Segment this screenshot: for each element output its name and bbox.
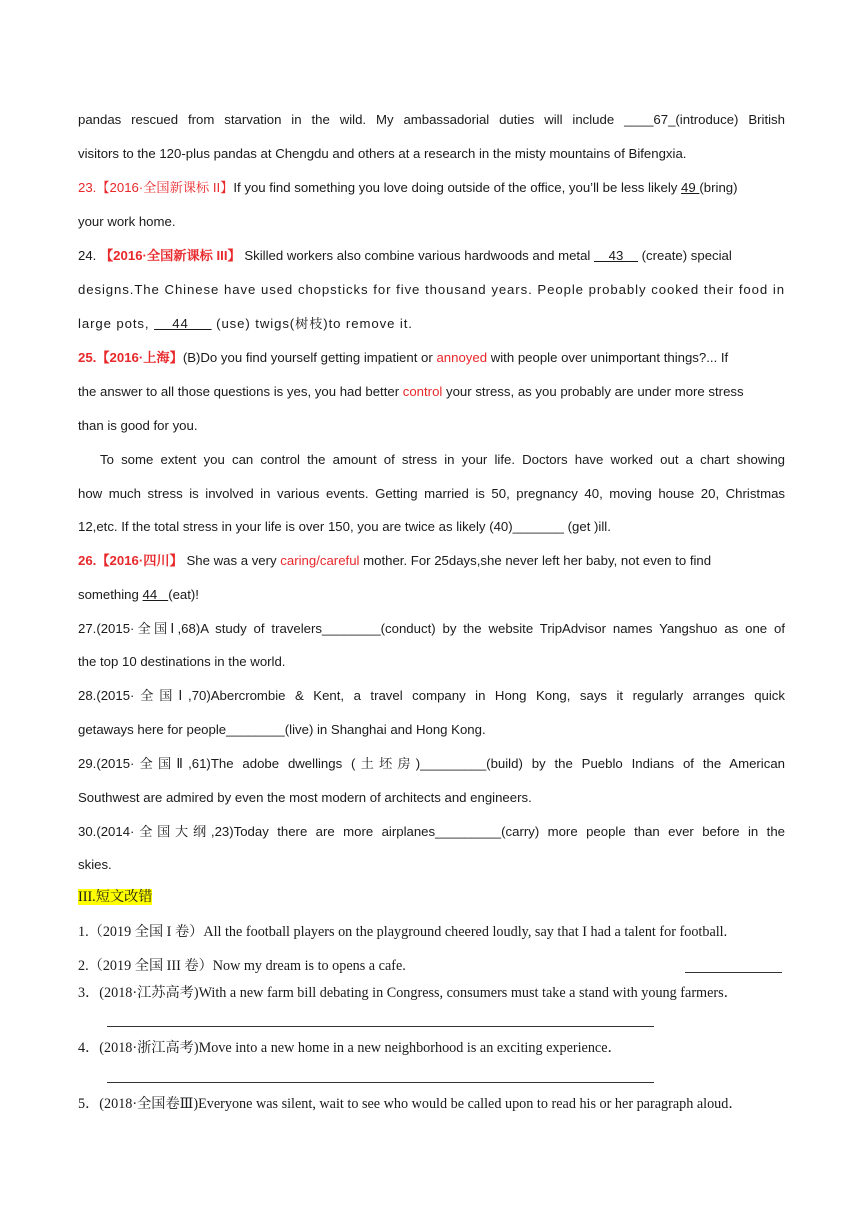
question-text: Skilled workers also combine various hardwoods and metal [240,248,595,263]
text-line: the top 10 destinations in the world. [78,654,286,669]
question-text: (create) special [638,248,732,263]
answer-blank: 49 [681,180,700,195]
answer-blank: 44 [142,587,169,602]
question-text: something [78,587,143,602]
question-text: your stress, as you probably are under more stress [442,384,744,399]
text-line: skies. [78,857,112,872]
text-line: Southwest are admired by even the most modern of architects and engineers. [78,790,532,805]
question-text: with people over unimportant things?... If [487,350,729,365]
text-line: pandas rescued from starvation in the wild. My ambassadorial duties will include ____67_(introduce) British [78,112,785,127]
question-text: large pots, [78,316,155,331]
answer-blank: 44 [154,316,212,331]
source-tag: 【2016·全国新课标 III】 [100,248,241,263]
error-item-1: 1.（2019 全国 I 卷）All the football players on the playground cheered loudly, say that I had a talent for football. [78,924,728,940]
question-26 [78,552,785,570]
question-27: 27.(2015·全国Ⅰ,68)A study of travelers________(conduct) by the website TripAdvisor names Yangshuo as one of [78,621,785,636]
source-tag: 26.【2016·四川】 [78,553,183,568]
text-line: your work home. [78,214,176,229]
source-tag: 25.【2016·上海】 [78,350,183,365]
question-text: (eat)! [168,587,199,602]
question-text: If you find something you love doing outside of the office, you’ll be less likely [233,180,682,195]
question-23 [78,179,785,197]
question-text: She was a very [182,553,281,568]
answer-line [107,1026,654,1027]
question-text: (bring) [699,180,738,195]
text-line: To some extent you can control the amount of stress in your life. Doctors have worked out a chart showing [100,452,785,467]
question-28: 28.(2015·全国Ⅰ,70)Abercrombie & Kent, a travel company in Hong Kong, says it regularly arranges quick [78,688,785,703]
text-line: how much stress is involved in various events. Getting married is 50, pregnancy 40, moving house 20, Christmas [78,486,785,501]
text-line: visitors to the 120-plus pandas at Chengdu and others at a research in the misty mountains of Bifengxia. [78,146,687,161]
text-line: 12,etc. If the total stress in your life is over 150, you are twice as likely (40)_______ (get )ill. [78,519,611,534]
text-line: getaways here for people________(live) in Shanghai and Hong Kong. [78,722,486,737]
question-text: mother. For 25days,she never left her baby, not even to find [359,553,712,568]
answer-word: caring/careful [280,553,360,568]
error-item-5: 5．(2018·全国卷Ⅲ)Everyone was silent, wait to see who would be called upon to read his or her paragraph aloud． [78,1096,743,1112]
text-line: designs.The Chinese have used chopsticks for five thousand years. People probably cooked their food in [78,282,785,297]
question-29: 29.(2015·全国Ⅱ,61)The adobe dwellings (土坯房)_________(build) by the Pueblo Indians of the American [78,756,785,771]
text-line [78,383,785,401]
answer-line [107,1082,654,1083]
error-item-4: 4．(2018·浙江高考)Move into a new home in a new neighborhood is an exciting experience． [78,1040,622,1056]
question-text: (B)Do you find yourself getting impatient or [182,350,437,365]
text-line [78,315,785,333]
answer-word: annoyed [436,350,488,365]
question-text: (use) twigs(树枝)to remove it. [211,316,413,331]
question-25 [78,349,785,367]
question-text: the answer to all those questions is yes, you had better [78,384,403,399]
question-number: 24. [78,248,100,263]
text-line: than is good for you. [78,418,198,433]
error-item-3: 3．(2018·江苏高考)With a new farm bill debating in Congress, consumers must take a stand with young farmers． [78,985,738,1001]
answer-line [685,972,782,973]
answer-word: control [402,384,443,399]
error-item-2: 2.（2019 全国 III 卷）Now my dream is to opens a cafe. [78,958,406,974]
section-heading [78,888,152,906]
section-heading-text: III.短文改错 [78,889,153,905]
answer-blank: 43 [594,248,638,263]
source-tag: 23.【2016·全国新课标 II】 [78,180,234,195]
question-30: 30.(2014·全国大纲,23)Today there are more airplanes_________(carry) more people than ever before in the [78,824,785,839]
question-24 [78,247,785,265]
text-line [78,586,785,604]
